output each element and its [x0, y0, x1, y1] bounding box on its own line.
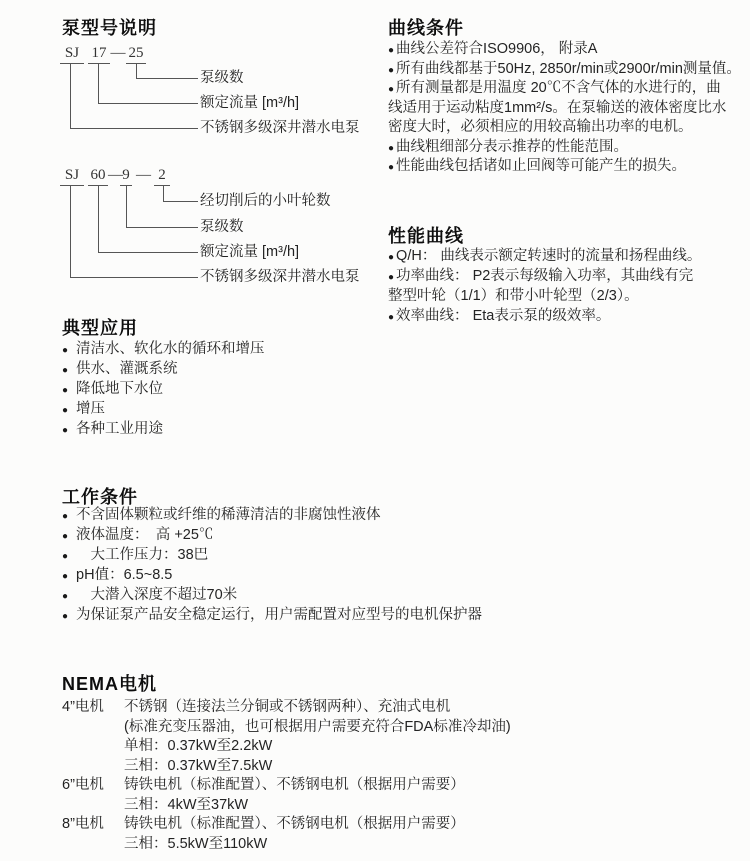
list-line: [388, 306, 750, 326]
motor-spec-text: 铸铁电机（标准配置）、不锈钢电机（根据用户需要）: [124, 777, 465, 793]
table-row: [62, 698, 702, 718]
bullet-icon: ●: [62, 551, 69, 562]
section-title-working-conditions: 工作条件: [62, 487, 138, 507]
motor-size-label: [62, 718, 124, 738]
model-code-part: 25: [126, 45, 146, 64]
working-conditions-list: [62, 505, 702, 625]
motor-size-label: [62, 796, 124, 816]
bullet-icon: ●: [62, 405, 69, 416]
list-line: [62, 359, 382, 379]
diagram-label: 不锈钢多级深井潜水电泵: [200, 269, 360, 285]
line-text: 曲线公差符合ISO9906， 附录A: [396, 41, 598, 57]
line-text: 大工作压力：38巴: [76, 547, 209, 563]
line-text: 大潜入深度不超过70米: [76, 587, 238, 603]
model-code-dash: —: [110, 45, 126, 61]
model-code-part: 60: [88, 167, 108, 186]
motor-spec-text: (标准充变压器油，也可根据用户需要充符合FDA标准冷却油): [124, 718, 511, 735]
pump-model-diagram-1: [62, 45, 395, 150]
bullet-icon: ●: [388, 84, 395, 95]
line-text: 线适用于运动粘度1mm²/s。在泵输送的液体密度比水: [388, 99, 727, 116]
line-text: 效率曲线： Eta表示泵的级效率。: [396, 308, 611, 324]
diagram-label: 经切削后的小叶轮数: [200, 193, 331, 209]
list-line: [62, 565, 702, 585]
line-text: Q/H： 曲线表示额定转速时的流量和扬程曲线。: [396, 248, 702, 264]
table-row: [62, 815, 702, 835]
bullet-icon: ●: [62, 531, 69, 542]
motor-size-label: 8”电机: [62, 816, 104, 832]
motor-spec-text: 不锈钢（连接法兰分铜或不锈钢两种）、充油式电机: [124, 699, 451, 715]
table-row: [62, 776, 702, 796]
diagram-label: 额定流量 [m³/h]: [200, 244, 300, 260]
list-line: [388, 138, 750, 158]
list-line: [62, 545, 702, 565]
line-text: 所有测量都是用温度 20℃不含气体的水进行的，曲: [396, 80, 721, 96]
bullet-icon: ●: [388, 64, 395, 76]
bullet-icon: ●: [388, 272, 395, 283]
line-text: 液体温度： 高 +25℃: [76, 527, 214, 543]
model-code-part: 17: [88, 45, 110, 64]
motor-size-label: 6”电机: [62, 777, 104, 793]
list-line: [62, 505, 702, 525]
model-code-part: 2: [154, 167, 170, 186]
motor-spec-text: 三相：5.5kW至110kW: [124, 835, 268, 852]
section-title-nema-motors: NEMA电机: [62, 674, 157, 694]
list-line: [388, 286, 750, 306]
model-code-part: SJ: [60, 45, 84, 64]
list-line: [388, 79, 750, 99]
table-row: [62, 796, 702, 816]
list-line: [62, 339, 382, 359]
list-line: [388, 99, 750, 119]
motor-spec-text: 铸铁电机（标准配置）、不锈钢电机（根据用户需要）: [124, 816, 465, 832]
table-row: [62, 757, 702, 777]
bullet-icon: ●: [388, 312, 395, 323]
line-text: 曲线粗细部分表示推荐的性能范围。: [396, 138, 629, 155]
curve-conditions-list: [388, 40, 750, 177]
diagram-label: 泵级数: [200, 70, 244, 86]
motor-size-label: [62, 835, 124, 855]
list-line: [388, 118, 750, 138]
list-line: [62, 605, 702, 625]
line-text: 为保证泵产品安全稳定运行，用户需配置对应型号的电机保护器: [76, 607, 483, 623]
list-line: [62, 399, 382, 419]
section-title-pump-model: 泵型号说明: [62, 18, 157, 38]
typical-applications-list: [62, 339, 382, 439]
diagram-label: 泵级数: [200, 219, 244, 235]
bullet-icon: ●: [62, 425, 69, 436]
line-text: 降低地下水位: [76, 381, 164, 397]
motor-size-label: 4”电机: [62, 699, 104, 715]
model-code-dash: —: [136, 167, 151, 183]
table-row: [62, 718, 702, 738]
bullet-icon: ●: [62, 591, 69, 602]
section-title-curve-conditions: 曲线条件: [388, 18, 464, 38]
list-line: [388, 157, 750, 177]
line-text: 增压: [76, 401, 106, 417]
connector-line: [70, 185, 198, 278]
list-line: [388, 246, 750, 266]
performance-curves-list: [388, 246, 750, 326]
list-line: [388, 60, 750, 80]
bullet-icon: ●: [62, 611, 69, 622]
line-text: 所有曲线都基于50Hz, 2850r/min或2900r/min测量值。: [396, 60, 741, 77]
line-text: 密度大时，必须相应的用较高输出功率的电机。: [388, 119, 693, 135]
motor-size-label: [62, 757, 124, 777]
list-line: [62, 525, 702, 545]
bullet-icon: ●: [62, 511, 69, 522]
list-line: [62, 419, 382, 439]
list-line: [388, 266, 750, 286]
line-text: pH值：6.5~8.5: [76, 567, 173, 583]
line-text: 功率曲线： P2表示每级输入功率，其曲线有完: [396, 268, 694, 284]
line-text: 整型叶轮（1/1）和带小叶轮型（2/3）。: [388, 288, 639, 304]
table-row: [62, 737, 702, 757]
diagram-label: 不锈钢多级深井潜水电泵: [200, 120, 360, 136]
connector-line: [70, 63, 198, 129]
bullet-icon: ●: [62, 365, 69, 376]
bullet-icon: ●: [388, 162, 395, 173]
bullet-icon: ●: [388, 45, 395, 56]
motor-spec-text: 单相：0.37kW至2.2kW: [124, 738, 273, 754]
list-line: [388, 40, 750, 60]
section-title-typical-applications: 典型应用: [62, 318, 138, 338]
diagram-label: 额定流量 [m³/h]: [200, 95, 300, 111]
bullet-icon: ●: [62, 571, 69, 582]
motor-spec-text: 三相：0.37kW至7.5kW: [124, 757, 273, 774]
motor-size-label: [62, 737, 124, 757]
section-title-performance-curves: 性能曲线: [388, 226, 464, 246]
line-text: 各种工业用途: [76, 421, 164, 437]
model-code-dash: —: [108, 167, 123, 183]
bullet-icon: ●: [388, 252, 395, 263]
bullet-icon: ●: [62, 385, 69, 396]
list-line: [62, 379, 382, 399]
line-text: 清洁水、软化水的循环和增压: [76, 341, 265, 357]
pump-model-diagram-2: [62, 167, 395, 302]
model-code-part: 9: [120, 167, 132, 186]
motor-spec-text: 三相：4kW至37kW: [124, 796, 249, 813]
line-text: 供水、灌溉系统: [76, 361, 178, 377]
list-line: [62, 585, 702, 605]
table-row: [62, 835, 702, 855]
nema-motors-table: [62, 698, 702, 854]
bullet-icon: ●: [62, 345, 69, 356]
model-code-part: SJ: [60, 167, 84, 186]
line-text: 不含固体颗粒或纤维的稀薄清洁的非腐蚀性液体: [76, 507, 381, 523]
line-text: 性能曲线包括诸如止回阀等可能产生的损失。: [396, 158, 687, 174]
bullet-icon: ●: [388, 142, 395, 154]
